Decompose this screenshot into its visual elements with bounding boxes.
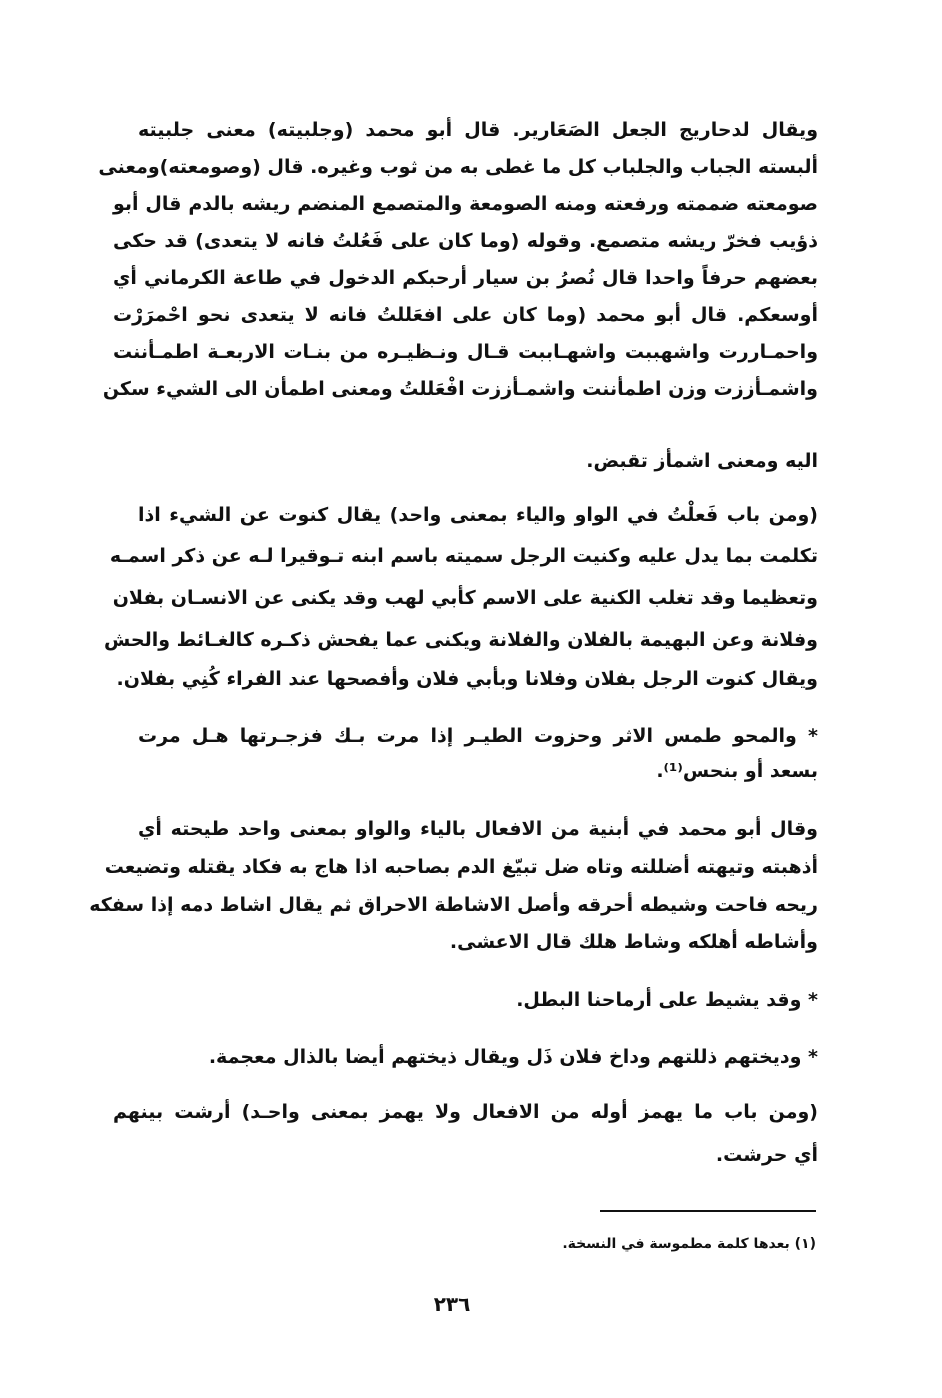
text-line: تكلمت بما يدل عليه وكنيت الرجل سميته باسم ابنه تـوقيرا لـه عن ذكر اسمـه	[109, 545, 818, 567]
text-line: ذؤيب فخرّ ريشه متصمع. وقوله (وما كان على فَعُلتُ فانه لا يتعدى) قد حكى	[113, 230, 818, 252]
verse-line: * وقد يشيط على أرماحنا البطل.	[516, 989, 818, 1011]
verse-line: * وديختهم ذللتهم وداخ فلان ذَل ويقال ذيختهم أيضا بالذال معجمة.	[208, 1046, 818, 1068]
page-number: ٢٣٦	[433, 1292, 471, 1316]
text-line: ألبسته الجباب والجلباب كل ما غطى به من ثوب وغيره. قال (وصومعته)ومعنى	[98, 156, 818, 178]
text-line: أي حرشت.	[715, 1144, 818, 1166]
text-line: وتعظيما وقد تغلب الكنية على الاسم كأبي لهب وقد يكنى عن الانسـان بفلان	[112, 587, 818, 609]
text-line: ويقال كنوت الرجل بفلان وفلانا وبأبي فلان وأفصحها عند الفراء كُنِي بفلان.	[116, 668, 818, 690]
text-line: * والمحو طمس الاثر وحزوت الطيـر إذا مرت بـك فزجـرتها هـل مرت	[138, 725, 818, 747]
text-line: وأشاطه أهلكه وشاط هلك قال الاعشى.	[449, 931, 818, 953]
text-line: بعضهم حرفاً واحدا قال نُصرُ بن سيار أرحبكم الدخول في طاعة الكرماني أي	[113, 267, 818, 289]
footnote-divider	[600, 1210, 816, 1212]
text-line: واشمـأززت وزن اطمأننت واشمـأززت افْعَللتُ ومعنى اطمأن الى الشيء سكن	[102, 378, 818, 400]
text-line: (ومن باب ما يهمز أوله من الافعال ولا يهمز بمعنى واحـد) أرشت بينهم	[113, 1101, 818, 1123]
text-line: وفلانة وعن البهيمة بالفلان والفلانة ويكنى عما يفحش ذكـره كالغـائط والحش	[104, 629, 818, 651]
text-line: اليه ومعنى اشمأز تقبض.	[586, 450, 818, 472]
text-line: (ومن باب فَعلْتُ في الواو والياء بمعنى واحد) يقال كنوت عن الشيء اذا	[138, 504, 818, 526]
text-line: بسعد أو بنحس⁽¹⁾.	[656, 760, 818, 782]
footnote: (١) بعدها كلمة مطموسة في النسخة.	[562, 1236, 816, 1252]
text-line: واحمـاررت واشهببت واشهـاببت قـال ونـظيـره من بنـات الاربعـة اطمـأننت	[113, 341, 818, 363]
text-line: ويقال لدحاريج الجعل الصَعَارير. قال أبو محمد (وجلبيته) معنى جلبيته	[138, 119, 818, 141]
text-line: ريحه فاحت وشيطه أحرقه وأصل الاشاطة الاحراق ثم يقال اشاط دمه إذا سفكه	[89, 894, 818, 916]
text-line: وقال أبو محمد في أبنية من الافعال بالياء والواو بمعنى واحد طيحته أي	[138, 818, 818, 840]
text-line: أذهبته وتيهته أضللته وتاه ضل تبيّغ الدم بصاحبه اذا هاج به فكاد يقتله وتضيعت	[104, 856, 818, 878]
text-line: أوسعكم. قال أبو محمد (وما كان على افعَللتُ فانه لا يتعدى نحو احْمرَرْت	[113, 304, 818, 326]
text-line: صومعته ضممته ورفعته ومنه الصومعة والمتصمع المنضم ريشه بالدم قال أبو	[113, 193, 818, 215]
